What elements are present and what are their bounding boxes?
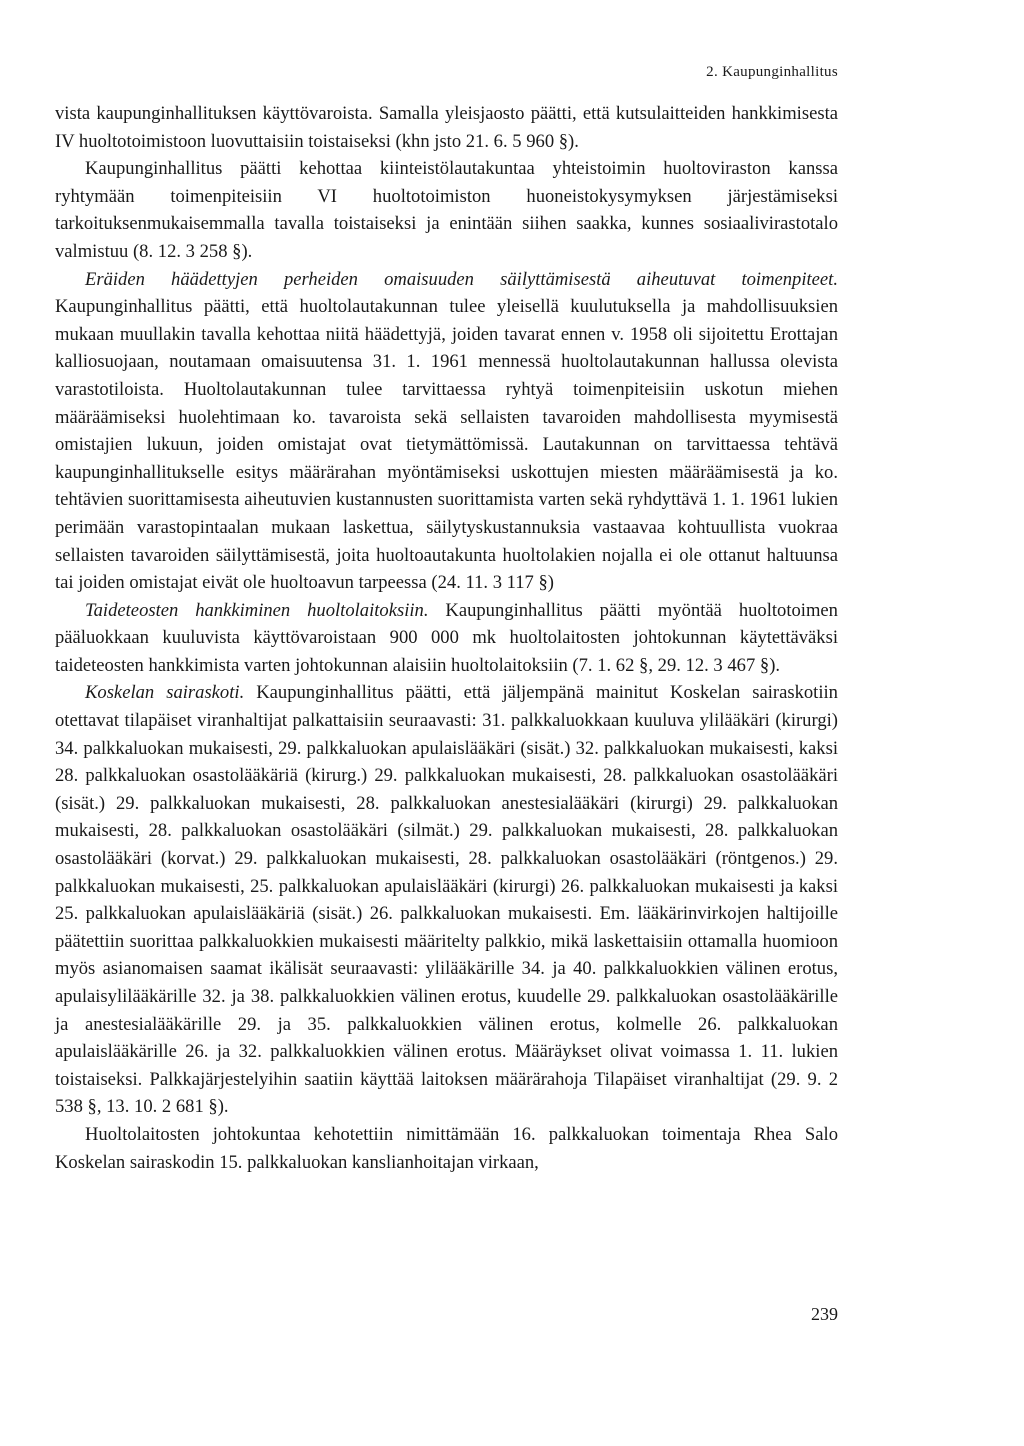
paragraph-4 — [55, 597, 838, 680]
paragraph-6-text: Huoltolaitosten johtokuntaa kehotettiin nimittämään 16. palkkaluokan toimentaja Rhea Salo Koskelan sairaskodin 15. palkkaluokan kanslianhoitajan virkaan, — [55, 1123, 838, 1173]
paragraph-4-text: Kaupunginhallitus päätti myöntää huoltotoimen pääluokkaan kuuluvista käyttövaroistaan 900 000 mk huoltolaitosten johtokunnan käytettäväksi taideteosten hankkimista varten johtokunnan alaisiin huoltolaitoksiin (7. 1. 62 §, 29. 12. 3 467 §). — [55, 599, 838, 676]
section-heading-evicted-property: Eräiden häädettyjen perheiden omaisuuden säilyttämisestä aiheutuvat toimenpiteet. — [85, 268, 838, 290]
body-text — [55, 100, 838, 1176]
paragraph-3-text: Kaupunginhallitus päätti, että huoltolautakunnan tulee yleisellä kuulutuksella ja mahdollisuuksien mukaan muullakin tavalla kehottaa niitä häädettyjä, joiden tavarat ennen v. 1958 oli sijoitettu Erottajan kalliosuojaan, noutamaan omaisuutensa 31. 1. 1961 mennessä huoltolautakunnan hallussa olevista varastotiloista. Huoltolautakunnan tulee tarvittaessa ryhtyä toimenpiteisiin uskotun miehen määräämiseksi huolehtimaan ko. tavaroista sekä sellaisten tavaroiden mahdollisesta myymisestä omistajien lukuun, joiden omistajat ovat tietymättömissä. Lautakunnan on tarvittaessa tehtävä kaupunginhallitukselle esitys määrärahan myöntämiseksi uskottujen miesten määräämisestä ja ko. tehtävien suorittamisesta aiheutuvien kustannusten suorittamista varten sekä ryhdyttävä 1. 1. 1961 lukien perimään varastopintaalan mukaan laskettua, säilytyskustannuksia vastaavaa kohtuullista vuokraa sellaisten tavaroiden säilyttämisestä, joita huoltoautakunta huoltolakien nojalla ei ole ottanut haltuunsa tai joiden omistajat eivät ole huoltoavun tarpeessa (24. 11. 3 117 §) — [55, 296, 838, 594]
paragraph-1-text: vista kaupunginhallituksen käyttövaroista. Samalla yleisjaosto päätti, että kutsulaitteiden hankkimisesta IV huoltotoimistoon luovuttaisiin toistaiseksi (khn jsto 21. 6. 5 960 §). — [55, 103, 838, 152]
paragraph-2 — [55, 155, 838, 265]
running-header: 2. Kaupunginhallitus — [706, 64, 838, 80]
paragraph-3 — [55, 266, 838, 597]
paragraph-2-text: Kaupunginhallitus päätti kehottaa kiinteistölautakuntaa yhteistoimin huoltoviraston kanssa ryhtymään toimenpiteisiin VI huoltotoimiston huoneistokysymyksen järjestämiseksi tarkoituksenmukaisemmalla tavalla toistaiseksi ja enintään siihen saakka, kunnes sosiaalivirastotalo valmistuu (8. 12. 3 258 §). — [55, 158, 838, 262]
page-number: 239 — [811, 1304, 838, 1324]
section-heading-artworks: Taideteosten hankkiminen huoltolaitoksiin. — [85, 599, 429, 621]
section-heading-koskela: Koskelan sairaskoti. — [85, 682, 245, 704]
paragraph-1 — [55, 100, 838, 155]
paragraph-6 — [55, 1121, 838, 1176]
paragraph-5 — [55, 679, 838, 1121]
paragraph-5-text: Kaupunginhallitus päätti, että jäljempänä mainitut Koskelan sairaskotiin otettavat tilapäiset viranhaltijat palkattaisiin seuraavasti: 31. palkkaluokkaan kuuluva ylilääkäri (kirurgi) 34. palkkaluokan mukaisesti, 29. palkkaluokan apulaislääkäri (sisät.) 32. palkkaluokan mukaisesti, kaksi 28. palkkaluokan osastolääkäriä (kirurg.) 29. palkkaluokan mukaisesti, 28. palkkaluokan osastolääkäri (sisät.) 29. palkkaluokan mukaisesti, 28. palkkaluokan anestesialääkäri (kirurgi) 29. palkkaluokan mukaisesti, 28. palkkaluokan osastolääkäri (silmät.) 29. palkkaluokan mukaisesti, 28. palkkaluokan osastolääkäri (korvat.) 29. palkkaluokan mukaisesti, 28. palkkaluokan osastolääkäri (röntgenos.) 29. palkkaluokan mukaisesti, 25. palkkaluokan apulaislääkäri (kirurgi) 26. palkkaluokan mukaisesti ja kaksi 25. palkkaluokan apulaislääkäriä (sisät.) 26. palkkaluokan mukaisesti. Em. lääkärinvirkojen haltijoille päätettiin suorittaa palkkaluokkien mukaisesti määritelty palkkio, mikä laskettaisiin ottamalla huomioon myös asianomaisen saamat ikälisät seuraavasti: ylilääkärille 34. ja 40. palkkaluokkien välinen erotus, apulaisylilääkärille 32. ja 38. palkkaluokkien välinen erotus, kuudelle 29. palkkaluokan osastolääkärille ja anestesialääkärille 29. ja 35. palkkaluokkien välinen erotus, kolmelle 26. palkkaluokan apulaislääkärille 26. ja 32. palkkaluokkien välinen erotus. Määräykset olivat voimassa 1. 11. lukien toistaiseksi. Palkkajärjestelyihin saatiin käyttää laitoksen määrärahoja Tilapäiset viranhaltijat (29. 9. 2 538 §, 13. 10. 2 681 §). — [55, 682, 838, 1118]
